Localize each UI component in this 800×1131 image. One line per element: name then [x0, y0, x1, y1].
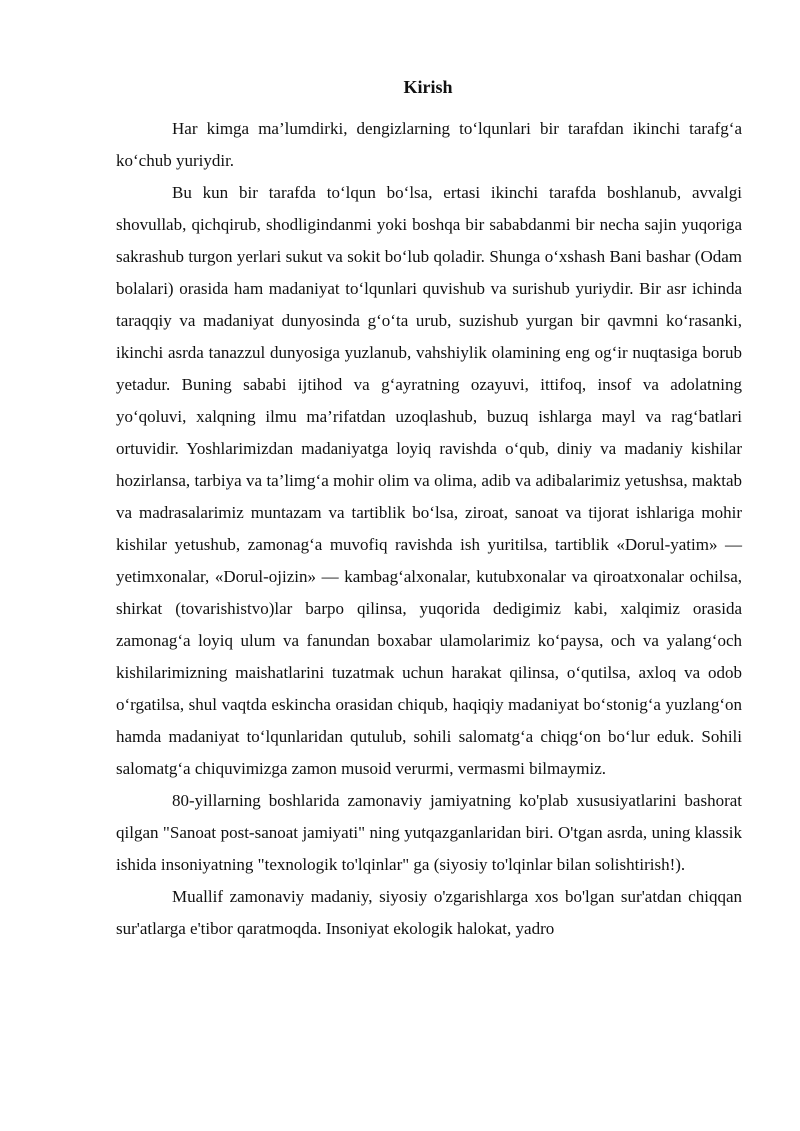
paragraph-4: Muallif zamonaviy madaniy, siyosiy o'zgarishlarga xos bo'lgan sur'atdan chiqqan sur'atlarga e'tibor qaratmoqda. Insoniyat ekologik halokat, yadro	[116, 887, 742, 938]
paragraph-3: 80-yillarning boshlarida zamonaviy jamiyatning ko'plab xususiyatlarini bashorat qilgan "Sanoat post-sanoat jamiyati" ning yutqazganlaridan biri. O'tgan asrda, uning klassik ishida insoniyatning "texnologik to'lqinlar" ga (siyosiy to'lqinlar bilan solishtirish!).	[116, 791, 742, 874]
page-title: Kirish	[403, 77, 453, 97]
paragraph-1: Har kimga ma’lumdirki, dengizlarning to‘lqunlari bir tarafdan ikinchi tarafg‘a ko‘chub yuriydir.	[116, 119, 742, 170]
body-text	[116, 113, 742, 945]
paragraph-2: Bu kun bir tarafda to‘lqun bo‘lsa, ertasi ikinchi tarafda boshlanub, avvalgi shovullab, qichqirub, shodligindanmi yoki boshqa bir sababdanmi bir necha sajin yuqoriga sakrashub turgon yerlari sukut va sokit bo‘lub qoladir. Shunga o‘xshash Bani bashar (Odam bolalari) orasida ham madaniyat to‘lqunlari quvishub va surishub yuriydir. Bir asr ichinda taraqqiy va madaniyat dunyosinda g‘o‘ta urub, suzishub yurgan bir qavmni ko‘rasanki, ikinchi asrda tanazzul dunyosiga yuzlanub, vahshiylik olamining eng og‘ir nuqtasiga borub yetadur. Buning sababi ijtihod va g‘ayratning ozayuvi, ittifoq, insof va adolatning yo‘qoluvi, xalqning ilmu ma’rifatdan uzoqlashub, buzuq ishlarga mayl va rag‘batlari ortuvidir. Yoshlarimizdan madaniyatga loyiq ravishda o‘qub, diniy va madaniy kishilar hozirlansa, tarbiya va ta’limg‘a mohir olim va olima, adib va adibalarimiz yetushsa, maktab va madrasalarimiz muntazam va tartiblik bo‘lsa, ziroat, sanoat va tijorat ishlariga mohir kishilar yetushub, zamonag‘a muvofiq ravishda ish yuritilsa, tartiblik «Dorul-yatim» — yetimxonalar, «Dorul-ojizin» — kambag‘alxonalar, kutubxonalar va qiroatxonalar ochilsa, shirkat (tovarishistvo)lar barpo qilinsa, yuqorida dedigimiz kabi, xalqimiz orasida zamonag‘a loyiq ulum va fanundan boxabar ulamolarimiz ko‘paysa, och va yalang‘och kishilarimizning maishatlarini tuzatmak uchun harakat qilinsa, o‘qutilsa, axloq va odob o‘rgatilsa, shul vaqtda eskincha orasidan chiqub, haqiqiy madaniyat bo‘stonig‘a yuzlang‘on hamda madaniyat to‘lqunlaridan qutulub, sohili salomatg‘a chiqg‘on bo‘lur eduk. Sohili salomatg‘a chiquvimizga zamon musoid verurmi, vermasmi bilmaymiz.	[116, 183, 742, 778]
